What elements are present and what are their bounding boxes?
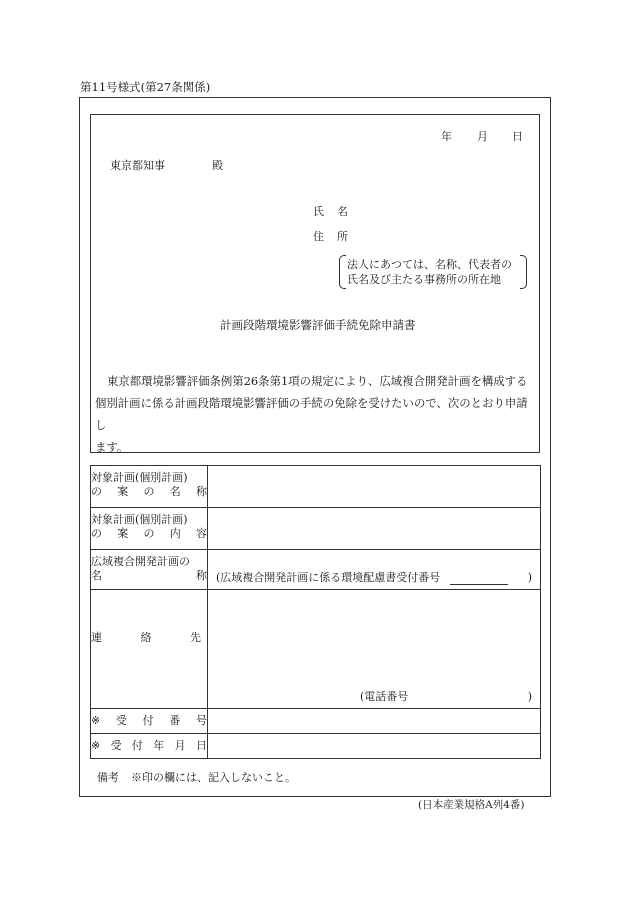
paper-standard-note: (日本産業規格A列4番) (418, 799, 525, 811)
contact-field[interactable] (208, 590, 541, 709)
table-row (91, 709, 541, 734)
regional-plan-name-field[interactable] (208, 550, 541, 590)
table-row (91, 466, 541, 508)
applicant-address-label: 住 所 (313, 230, 348, 243)
phone-number-label: (電話番号 (360, 690, 409, 703)
target-plan-content-label-2: の 案 の 内 容 (91, 527, 207, 540)
remark-label: 備考 (97, 771, 119, 784)
corporate-note-line2: 氏名及び主たる事務所の所在地 (347, 273, 501, 286)
date-year-label: 年 (441, 130, 452, 143)
addressee-honorific: 殿 (212, 159, 223, 172)
receipt-date-field[interactable] (208, 734, 541, 759)
receipt-date-row-label: ※ 受 付 年 月 日 (91, 739, 207, 752)
document-title: 計画段階環境影響評価手続免除申請書 (220, 318, 416, 332)
date-day-label: 日 (512, 130, 523, 143)
table-row (91, 590, 541, 709)
receipt-number-field[interactable] (208, 709, 541, 734)
receipt-number-row-label: ※ 受 付 番 号 (91, 714, 207, 727)
receipt-number-blank[interactable] (450, 573, 508, 585)
corporate-note-line1: 法人にあつては、名称、代表者の (347, 258, 512, 271)
application-statement: 東京都環境影響評価条例第26条第1項の規定により、広域複合開発計画を構成する 個別計画に係る計画段階環境影響評価の手続の免除を受けたいので、次のとおり申請し ます。 (95, 374, 528, 454)
phone-number-close: ) (527, 690, 532, 703)
target-plan-name-label: 対象計画(個別計画) (91, 471, 188, 484)
application-details-table (90, 465, 541, 759)
addressee-name: 東京都知事 (110, 159, 165, 172)
applicant-name-label: 氏 名 (313, 205, 348, 218)
table-row (91, 734, 541, 759)
receipt-number-label: (広域複合開発計画に係る環境配慮書受付番号 (216, 571, 441, 584)
table-row (91, 550, 541, 590)
target-plan-name-label-2: の 案 の 名 称 (91, 485, 207, 498)
target-plan-content-label: 対象計画(個別計画) (91, 513, 188, 526)
receipt-number-close: ) (527, 571, 532, 584)
target-plan-content-field[interactable] (208, 508, 541, 550)
form-number-label: 第11号様式(第27条関係) (80, 80, 211, 94)
regional-plan-name-label: 広域複合開発計画の (91, 555, 190, 568)
table-row (91, 508, 541, 550)
contact-label: 連 絡 先 (91, 631, 201, 644)
remark-text: ※印の欄には、記入しないこと。 (131, 771, 296, 784)
regional-plan-name-label-2: 名 称 (91, 569, 207, 582)
date-month-label: 月 (477, 130, 488, 143)
target-plan-name-field[interactable] (208, 466, 541, 508)
